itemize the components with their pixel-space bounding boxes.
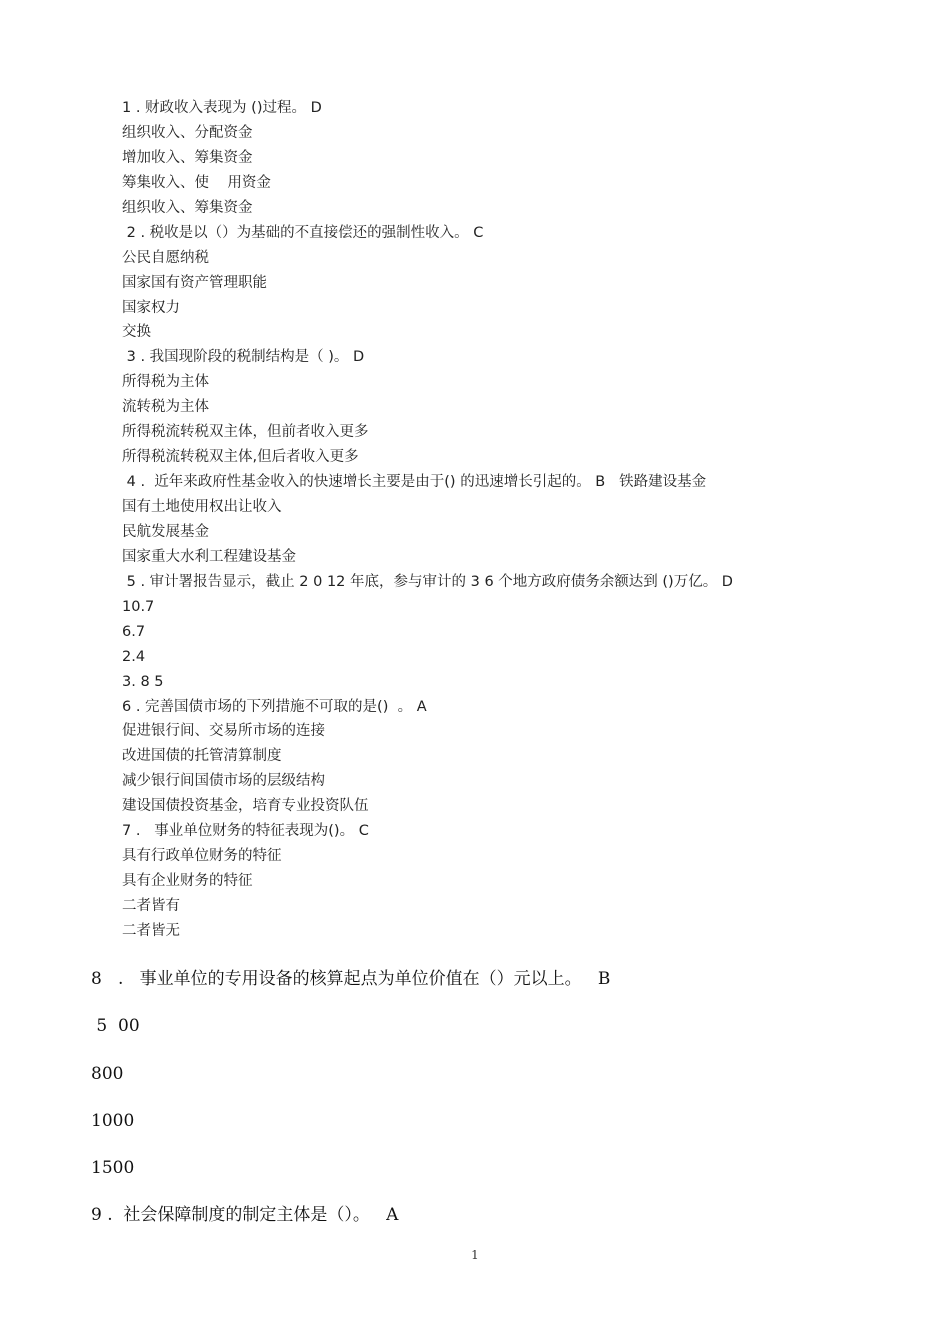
page-number: 1 — [471, 1248, 479, 1262]
text-line: 筹集收入、使 用资金 — [122, 174, 271, 191]
text-line: 所得税流转税双主体，但前者收入更多 — [122, 424, 369, 441]
question-list-part-1 — [122, 96, 733, 944]
text-line: 公民自愿纳税 — [122, 249, 209, 266]
text-line: 组织收入、筹集资金 — [122, 199, 253, 216]
text-line: 800 — [91, 1063, 124, 1084]
text-line: 增加收入、筹集资金 — [122, 149, 253, 166]
text-line: 所得税为主体 — [122, 374, 209, 391]
text-line: 9 . 社会保障制度的制定主体是（）。 A — [91, 1205, 399, 1226]
text-line: 促进银行间、交易所市场的连接 — [122, 723, 325, 740]
text-line: 所得税流转税双主体,但后者收入更多 — [122, 449, 359, 466]
text-line: 组织收入、分配资金 — [122, 124, 253, 141]
text-line: 5 00 — [91, 1016, 140, 1037]
text-line: 国有土地使用权出让收入 — [122, 499, 282, 515]
text-line: 10.7 — [122, 598, 155, 615]
text-line: 4 . 近年来政府性基金收入的快速增长主要是由于() 的迅速增长引起的。 B 铁路建设基金 — [122, 474, 707, 491]
text-line: 1 . 财政收入表现为 ()过程。 D — [122, 100, 322, 116]
text-line: 二者皆有 — [122, 898, 180, 914]
text-line: 6.7 — [122, 623, 146, 640]
text-line: 流转税为主体 — [122, 399, 209, 416]
text-line: 具有行政单位财务的特征 — [122, 848, 282, 865]
text-line: 1500 — [91, 1158, 135, 1179]
text-line: 7 . 事业单位财务的特征表现为()。 C — [122, 823, 369, 840]
text-line: 3 . 我国现阶段的税制结构是（ )。 D — [122, 349, 365, 366]
text-line: 国家国有资产管理职能 — [122, 274, 267, 291]
text-line: 8 . 事业单位的专用设备的核算起点为单位价值在（）元以上。 B — [91, 969, 611, 989]
text-line: 民航发展基金 — [122, 523, 209, 540]
text-line: 5 . 审计署报告显示，截止 2 0 12 年底，参与审计的 3 6 个地方政府债务余额达到 ()万亿。 D — [122, 573, 733, 590]
text-line: 二者皆无 — [122, 922, 180, 939]
text-line: 国家权力 — [122, 299, 180, 316]
text-line: 3. 8 5 — [122, 673, 164, 690]
text-line: 改进国债的托管清算制度 — [122, 748, 282, 765]
text-line: 6 . 完善国债市场的下列措施不可取的是() 。 A — [122, 698, 427, 715]
question-list-part-2 — [91, 956, 610, 1240]
text-line: 交换 — [122, 324, 151, 341]
text-line: 减少银行间国债市场的层级结构 — [122, 773, 325, 790]
text-line: 1000 — [91, 1110, 135, 1131]
text-line: 建设国债投资基金，培育专业投资队伍 — [122, 798, 369, 815]
text-line: 2 . 税收是以（）为基础的不直接偿还的强制性收入。 C — [122, 224, 484, 241]
text-line: 2.4 — [122, 648, 146, 665]
text-line: 具有企业财务的特征 — [122, 873, 253, 890]
text-line: 国家重大水利工程建设基金 — [122, 548, 296, 565]
